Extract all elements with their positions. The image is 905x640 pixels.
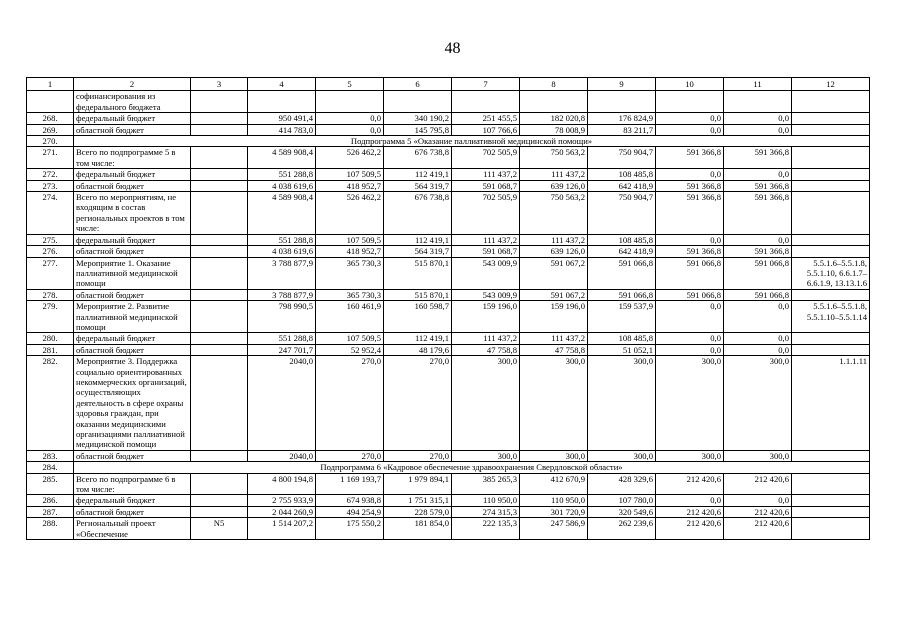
row-value: 4 589 908,4	[248, 147, 316, 169]
column-header: 11	[724, 78, 792, 91]
row-value: 340 190,2	[384, 113, 452, 124]
row-value: 950 491,4	[248, 113, 316, 124]
row-value: 47 758,8	[452, 344, 520, 355]
table-row	[27, 356, 870, 451]
row-value: 591 067,2	[520, 289, 588, 300]
row-value: 551 288,8	[248, 234, 316, 245]
row-target-ref	[792, 169, 870, 180]
table-row	[27, 473, 870, 495]
row-value	[588, 91, 656, 113]
row-name: федеральный бюджет	[74, 495, 191, 506]
row-name: софинансирования из федерального бюджета	[74, 91, 191, 113]
row-value: 251 455,5	[452, 113, 520, 124]
row-value: 412 670,9	[520, 473, 588, 495]
row-value: 0,0	[724, 169, 792, 180]
row-code	[191, 506, 248, 517]
row-code	[191, 124, 248, 135]
row-value: 247 586,9	[520, 518, 588, 540]
row-value: 591 066,8	[724, 289, 792, 300]
row-value: 111 437,2	[452, 169, 520, 180]
row-value: 228 579,0	[384, 506, 452, 517]
row-target-ref: 5.5.1.6–5.5.1.8, 5.5.1.10–5.5.1.14	[792, 301, 870, 333]
row-code	[191, 356, 248, 451]
row-value: 181 854,0	[384, 518, 452, 540]
row-value: 0,0	[724, 124, 792, 135]
row-value: 112 419,1	[384, 169, 452, 180]
budget-table	[26, 77, 870, 540]
row-name: областной бюджет	[74, 344, 191, 355]
table-row	[27, 450, 870, 461]
row-target-ref	[792, 192, 870, 235]
row-code	[191, 113, 248, 124]
row-value: 0,0	[656, 333, 724, 344]
row-value: 418 952,7	[316, 180, 384, 191]
row-code	[191, 180, 248, 191]
row-target-ref: 1.1.1.11	[792, 356, 870, 451]
row-name: федеральный бюджет	[74, 113, 191, 124]
row-code	[191, 257, 248, 289]
row-value: 301 720,9	[520, 506, 588, 517]
row-value: 212 420,6	[656, 518, 724, 540]
row-value: 4 589 908,4	[248, 192, 316, 235]
row-value: 274 315,3	[452, 506, 520, 517]
row-number: 284.	[27, 462, 74, 473]
row-value: 591 066,8	[656, 257, 724, 289]
row-value: 78 008,9	[520, 124, 588, 135]
row-number: 270.	[27, 136, 74, 147]
row-value: 365 730,3	[316, 257, 384, 289]
row-value: 300,0	[452, 450, 520, 461]
row-value: 526 462,2	[316, 192, 384, 235]
row-value: 676 738,8	[384, 192, 452, 235]
row-target-ref	[792, 344, 870, 355]
row-target-ref	[792, 473, 870, 495]
row-value: 0,0	[656, 113, 724, 124]
column-header: 2	[74, 78, 191, 91]
row-name: Мероприятие 2. Развитие паллиативной медицинской помощи	[74, 301, 191, 333]
row-value: 564 319,7	[384, 180, 452, 191]
row-number: 288.	[27, 518, 74, 540]
row-value: 515 870,1	[384, 289, 452, 300]
row-value: 320 549,6	[588, 506, 656, 517]
row-value: 0,0	[656, 234, 724, 245]
row-value: 0,0	[316, 124, 384, 135]
row-value: 551 288,8	[248, 333, 316, 344]
row-name: Всего по подпрограмме 5 в том числе:	[74, 147, 191, 169]
row-value: 48 179,6	[384, 344, 452, 355]
row-value: 83 211,7	[588, 124, 656, 135]
column-header: 7	[452, 78, 520, 91]
row-value	[384, 91, 452, 113]
row-value: 591 366,8	[724, 180, 792, 191]
row-value: 3 788 877,9	[248, 257, 316, 289]
row-number: 279.	[27, 301, 74, 333]
row-value: 591 067,2	[520, 257, 588, 289]
row-name: областной бюджет	[74, 124, 191, 135]
row-value: 212 420,6	[724, 473, 792, 495]
row-value: 798 990,5	[248, 301, 316, 333]
row-value: 4 038 619,6	[248, 246, 316, 257]
row-number: 282.	[27, 356, 74, 451]
row-value: 112 419,1	[384, 234, 452, 245]
row-value: 160 461,9	[316, 301, 384, 333]
row-value: 0,0	[724, 344, 792, 355]
row-value: 564 319,7	[384, 246, 452, 257]
row-value: 0,0	[656, 495, 724, 506]
row-value: 639 126,0	[520, 246, 588, 257]
table-row	[27, 333, 870, 344]
row-value: 108 485,8	[588, 169, 656, 180]
row-number: 287.	[27, 506, 74, 517]
row-value: 300,0	[656, 356, 724, 451]
row-value: 494 254,9	[316, 506, 384, 517]
row-code	[191, 289, 248, 300]
row-target-ref	[792, 450, 870, 461]
row-code	[191, 495, 248, 506]
row-value: 300,0	[520, 450, 588, 461]
row-value: 591 366,8	[656, 246, 724, 257]
row-value: 262 239,6	[588, 518, 656, 540]
row-value: 160 598,7	[384, 301, 452, 333]
row-target-ref	[792, 147, 870, 169]
row-name: Региональный проект «Обеспечение	[74, 518, 191, 540]
row-name: Мероприятие 1. Оказание паллиативной медицинской помощи	[74, 257, 191, 289]
row-value: 111 437,2	[520, 333, 588, 344]
table-row	[27, 289, 870, 300]
row-value: 702 505,9	[452, 192, 520, 235]
row-value: 145 795,8	[384, 124, 452, 135]
row-value: 526 462,2	[316, 147, 384, 169]
row-value: 0,0	[656, 124, 724, 135]
row-value: 2040,0	[248, 356, 316, 451]
header-row	[27, 78, 870, 91]
row-value: 107 509,5	[316, 169, 384, 180]
row-value: 212 420,6	[656, 506, 724, 517]
row-value: 108 485,8	[588, 333, 656, 344]
row-name: областной бюджет	[74, 246, 191, 257]
subprogram-title: Подпрограмма 6 «Кадровое обеспечение здравоохранения Свердловской области»	[74, 462, 870, 473]
row-value: 111 437,2	[452, 234, 520, 245]
row-code	[191, 91, 248, 113]
row-value: 300,0	[588, 356, 656, 451]
row-value: 4 038 619,6	[248, 180, 316, 191]
row-value: 591 066,8	[724, 257, 792, 289]
row-value: 51 052,1	[588, 344, 656, 355]
row-value: 591 066,8	[656, 289, 724, 300]
row-target-ref	[792, 234, 870, 245]
row-value: 107 766,6	[452, 124, 520, 135]
row-name: федеральный бюджет	[74, 333, 191, 344]
row-value: 551 288,8	[248, 169, 316, 180]
row-value: 107 509,5	[316, 333, 384, 344]
row-value: 591 366,8	[656, 147, 724, 169]
table-row	[27, 192, 870, 235]
row-target-ref	[792, 246, 870, 257]
row-value: 0,0	[724, 333, 792, 344]
row-value: 702 505,9	[452, 147, 520, 169]
row-value: 0,0	[724, 301, 792, 333]
row-code	[191, 344, 248, 355]
table-row	[27, 124, 870, 135]
column-header: 1	[27, 78, 74, 91]
row-number	[27, 91, 74, 113]
subprogram-row	[27, 462, 870, 473]
row-value: 300,0	[656, 450, 724, 461]
table-row	[27, 169, 870, 180]
row-name: областной бюджет	[74, 450, 191, 461]
row-number: 272.	[27, 169, 74, 180]
row-value: 175 550,2	[316, 518, 384, 540]
row-number: 285.	[27, 473, 74, 495]
row-code	[191, 301, 248, 333]
row-target-ref	[792, 333, 870, 344]
row-name: областной бюджет	[74, 289, 191, 300]
row-value: 543 009,9	[452, 289, 520, 300]
row-number: 274.	[27, 192, 74, 235]
row-name: федеральный бюджет	[74, 169, 191, 180]
row-number: 286.	[27, 495, 74, 506]
row-value: 107 780,0	[588, 495, 656, 506]
row-value: 300,0	[588, 450, 656, 461]
row-value: 108 485,8	[588, 234, 656, 245]
row-value: 639 126,0	[520, 180, 588, 191]
table-row	[27, 518, 870, 540]
table-row	[27, 234, 870, 245]
row-value: 642 418,9	[588, 246, 656, 257]
row-number: 283.	[27, 450, 74, 461]
row-value: 111 437,2	[520, 234, 588, 245]
row-number: 277.	[27, 257, 74, 289]
row-value: 270,0	[316, 356, 384, 451]
row-value: 1 169 193,7	[316, 473, 384, 495]
row-value: 110 950,0	[520, 495, 588, 506]
row-value: 47 758,8	[520, 344, 588, 355]
row-value: 222 135,3	[452, 518, 520, 540]
column-header: 5	[316, 78, 384, 91]
row-value: 0,0	[316, 113, 384, 124]
table-row	[27, 344, 870, 355]
row-value: 0,0	[724, 234, 792, 245]
row-value	[656, 91, 724, 113]
row-value	[724, 91, 792, 113]
row-value: 591 066,8	[588, 257, 656, 289]
row-name: областной бюджет	[74, 180, 191, 191]
row-code	[191, 234, 248, 245]
row-target-ref	[792, 506, 870, 517]
row-code	[191, 147, 248, 169]
row-number: 271.	[27, 147, 74, 169]
row-value: 182 020,8	[520, 113, 588, 124]
row-value: 270,0	[384, 356, 452, 451]
row-value: 270,0	[316, 450, 384, 461]
column-header: 10	[656, 78, 724, 91]
row-number: 273.	[27, 180, 74, 191]
row-value: 591 366,8	[724, 147, 792, 169]
row-value: 750 563,2	[520, 147, 588, 169]
row-value	[452, 91, 520, 113]
row-value: 365 730,3	[316, 289, 384, 300]
row-value: 111 437,2	[452, 333, 520, 344]
row-name: Всего по подпрограмме 6 в том числе:	[74, 473, 191, 495]
row-value: 159 537,9	[588, 301, 656, 333]
row-value: 0,0	[656, 169, 724, 180]
row-value: 750 904,7	[588, 147, 656, 169]
table-row	[27, 301, 870, 333]
row-value: 159 196,0	[520, 301, 588, 333]
row-code	[191, 473, 248, 495]
row-name: федеральный бюджет	[74, 234, 191, 245]
row-value: 418 952,7	[316, 246, 384, 257]
row-value: 212 420,6	[724, 518, 792, 540]
row-value: 300,0	[724, 356, 792, 451]
row-number: 276.	[27, 246, 74, 257]
row-code	[191, 450, 248, 461]
row-code	[191, 169, 248, 180]
row-value: 212 420,6	[724, 506, 792, 517]
row-value: 0,0	[724, 113, 792, 124]
row-value: 2 755 933,9	[248, 495, 316, 506]
row-value: 591 068,7	[452, 246, 520, 257]
row-code	[191, 246, 248, 257]
row-value: 0,0	[656, 301, 724, 333]
row-value: 591 366,8	[656, 192, 724, 235]
row-value: 52 952,4	[316, 344, 384, 355]
row-value: 159 196,0	[452, 301, 520, 333]
row-value: 750 904,7	[588, 192, 656, 235]
column-header: 8	[520, 78, 588, 91]
row-value: 1 751 315,1	[384, 495, 452, 506]
row-name: Мероприятие 3. Поддержка социально ориентированных некоммерческих организаций, осуществляющих деятельность в сфере охраны здоровья граждан, при оказании медицинскими организациями паллиативной медицинской помощи	[74, 356, 191, 451]
table-row	[27, 147, 870, 169]
row-value: 300,0	[452, 356, 520, 451]
table-row	[27, 91, 870, 113]
row-value: 543 009,9	[452, 257, 520, 289]
column-header: 3	[191, 78, 248, 91]
row-value: 591 366,8	[656, 180, 724, 191]
row-value: 212 420,6	[656, 473, 724, 495]
row-number: 269.	[27, 124, 74, 135]
table-row	[27, 257, 870, 289]
table-row	[27, 180, 870, 191]
row-value: 385 265,3	[452, 473, 520, 495]
row-code: N5	[191, 518, 248, 540]
row-number: 280.	[27, 333, 74, 344]
row-value: 591 366,8	[724, 192, 792, 235]
row-target-ref: 5.5.1.6–5.5.1.8, 5.5.1.10, 6.6.1.7–6.6.1.9, 13.13.1.6	[792, 257, 870, 289]
row-value: 642 418,9	[588, 180, 656, 191]
subprogram-row	[27, 136, 870, 147]
column-header: 9	[588, 78, 656, 91]
row-value: 2040,0	[248, 450, 316, 461]
row-value: 270,0	[384, 450, 452, 461]
row-value: 591 066,8	[588, 289, 656, 300]
table-row	[27, 495, 870, 506]
row-value	[248, 91, 316, 113]
row-value: 674 938,8	[316, 495, 384, 506]
subprogram-title: Подпрограмма 5 «Оказание паллиативной медицинской помощи»	[74, 136, 870, 147]
row-value: 111 437,2	[520, 169, 588, 180]
row-value: 0,0	[656, 344, 724, 355]
row-target-ref	[792, 289, 870, 300]
row-name: Всего по мероприятиям, не входящим в состав региональных проектов в том числе:	[74, 192, 191, 235]
row-value: 515 870,1	[384, 257, 452, 289]
row-value: 0,0	[724, 495, 792, 506]
row-value: 300,0	[520, 356, 588, 451]
row-value	[316, 91, 384, 113]
table-row	[27, 246, 870, 257]
row-target-ref	[792, 113, 870, 124]
row-value: 107 509,5	[316, 234, 384, 245]
row-target-ref	[792, 495, 870, 506]
row-value: 750 563,2	[520, 192, 588, 235]
row-target-ref	[792, 91, 870, 113]
row-number: 281.	[27, 344, 74, 355]
table-row	[27, 506, 870, 517]
row-target-ref	[792, 124, 870, 135]
row-value: 3 788 877,9	[248, 289, 316, 300]
row-value: 591 068,7	[452, 180, 520, 191]
column-header: 12	[792, 78, 870, 91]
row-value	[520, 91, 588, 113]
row-target-ref	[792, 180, 870, 191]
row-value: 110 950,0	[452, 495, 520, 506]
page-number: 48	[444, 40, 461, 57]
row-value: 414 783,0	[248, 124, 316, 135]
row-code	[191, 333, 248, 344]
row-value: 1 979 894,1	[384, 473, 452, 495]
column-header: 4	[248, 78, 316, 91]
table-row	[27, 113, 870, 124]
row-number: 275.	[27, 234, 74, 245]
row-value: 247 701,7	[248, 344, 316, 355]
column-header: 6	[384, 78, 452, 91]
row-value: 1 514 207,2	[248, 518, 316, 540]
row-value: 112 419,1	[384, 333, 452, 344]
row-value: 4 800 194,8	[248, 473, 316, 495]
row-value: 176 824,9	[588, 113, 656, 124]
row-value: 428 329,6	[588, 473, 656, 495]
row-value: 2 044 260,9	[248, 506, 316, 517]
row-value: 300,0	[724, 450, 792, 461]
row-target-ref	[792, 518, 870, 540]
row-number: 268.	[27, 113, 74, 124]
row-number: 278.	[27, 289, 74, 300]
row-name: областной бюджет	[74, 506, 191, 517]
row-value: 676 738,8	[384, 147, 452, 169]
row-value: 591 366,8	[724, 246, 792, 257]
row-code	[191, 192, 248, 235]
